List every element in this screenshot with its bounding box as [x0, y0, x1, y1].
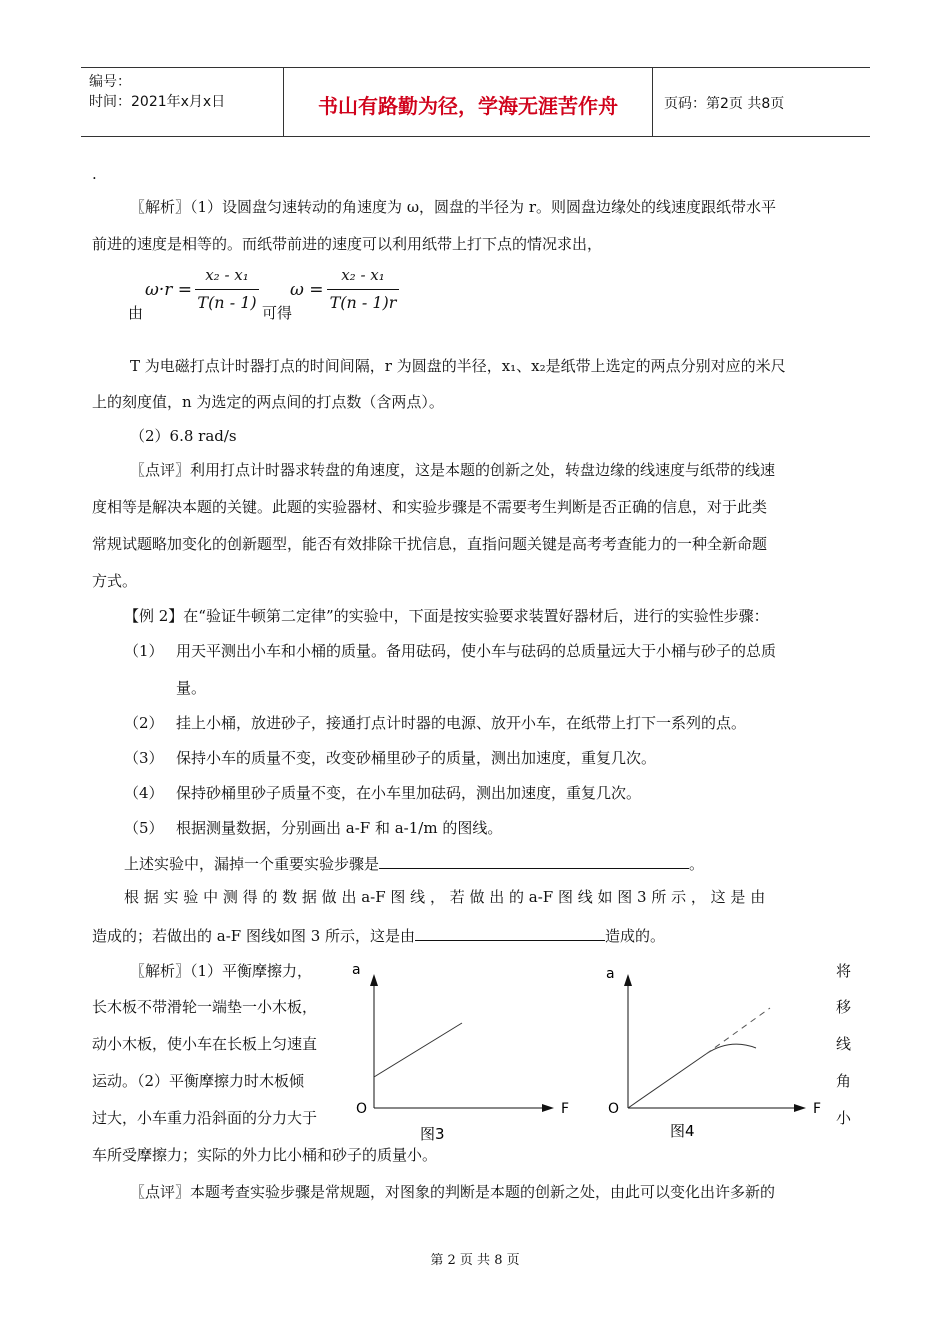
step-number: （3） [124, 749, 164, 767]
figure3-caption: 图3 [420, 1125, 445, 1143]
question2-suffix: 造成的。 [605, 927, 666, 945]
right-char: 移 [836, 998, 852, 1016]
analysis2-line1: 〖解析〗（1）平衡摩擦力， [130, 962, 313, 980]
formula-kede: 可得 [262, 304, 293, 322]
figure4-xlabel: F [813, 1101, 822, 1117]
header-left [89, 72, 225, 112]
formula1-denominator: T(n - 1) [197, 293, 257, 312]
analysis1-line4: 上的刻度值，n 为选定的两点间的打点数（含两点）。 [92, 393, 444, 411]
page-footer: 第 2 页 共 8 页 [430, 1253, 520, 1268]
comment1-line1: 〖点评〗利用打点计时器求转盘的角速度，这是本题的创新之处，转盘边缘的线速度与纸带的线速 [130, 461, 776, 479]
formula1-fraction-bar [195, 289, 259, 290]
analysis1-line3: T 为电磁打点计时器打点的时间间隔，r 为圆盘的半径，x₁、x₂是纸带上选定的两点分别对应的米尺 [130, 357, 786, 375]
analysis2-line3: 动小木板，使小车在长板上匀速直 [92, 1035, 318, 1053]
page-label: 页码：第2页 共8页 [664, 96, 785, 112]
step-text-cont: 量。 [176, 679, 207, 697]
step-text: 保持砂桶里砂子质量不变，在小车里加砝码，测出加速度，重复几次。 [176, 784, 642, 802]
right-char: 线 [836, 1035, 852, 1053]
figure4-y-arrow [624, 974, 632, 986]
figure4-curve [706, 1044, 756, 1054]
comment1-line4: 方式。 [92, 572, 138, 590]
step-number: （5） [124, 819, 164, 837]
answer-blank-2[interactable] [415, 924, 605, 941]
dot: . [92, 165, 97, 183]
analysis2-line4: 运动。（2）平衡摩擦力时木板倾 [92, 1072, 305, 1090]
analysis1-line2: 前进的速度是相等的。而纸带前进的速度可以利用纸带上打下点的情况求出， [92, 235, 603, 253]
figure4-x-arrow [794, 1104, 806, 1112]
step-number: （2） [124, 714, 164, 732]
figure3-line [374, 1023, 462, 1077]
figure3-xlabel: F [561, 1101, 570, 1117]
formula1-numerator: x₂ - x₁ [205, 266, 249, 284]
step-number: （4） [124, 784, 164, 802]
comment2-line1: 〖点评〗本题考查实验步骤是常规题，对图象的判断是本题的创新之处，由此可以变化出许多新的 [130, 1183, 776, 1201]
question1-prefix: 上述实验中，漏掉一个重要实验步骤是 [124, 855, 380, 873]
motto: 书山有路勤为径，学海无涯苦作舟 [318, 94, 618, 118]
formula2-denominator: T(n - 1)r [329, 293, 397, 312]
figure4-ylabel: a [606, 966, 615, 982]
answer-blank-1[interactable] [379, 852, 689, 869]
formula1-lhs: ω·r = [145, 280, 193, 300]
formula2-fraction-bar [327, 289, 399, 290]
formula-prefix-you: 由 [128, 304, 144, 322]
step-number: （1） [124, 642, 164, 660]
question1-suffix: 。 [689, 855, 705, 873]
figure4-line [628, 1054, 706, 1108]
analysis2-line2: 长木板不带滑轮一端垫一小木板， [92, 998, 318, 1016]
figure3-origin: O [356, 1101, 368, 1117]
question2-prefix: 造成的；若做出的 a-F 图线如图 3 所示，这是由 [92, 927, 416, 945]
question2-line2 [92, 924, 665, 947]
right-char: 小 [836, 1109, 852, 1127]
figure3 [350, 960, 580, 1150]
analysis2-line6: 车所受摩擦力；实际的外力比小桶和砂子的质量小。 [92, 1146, 438, 1164]
step-text: 根据测量数据，分别画出 a-F 和 a-1/m 的图线。 [176, 819, 503, 837]
comment1-line2: 度相等是解决本题的关键。此题的实验器材、和实验步骤是不需要考生判断是否正确的信息，对于此类 [92, 498, 768, 516]
step-text: 用天平测出小车和小桶的质量。备用砝码，使小车与砝码的总质量远大于小桶与砂子的总质 [176, 642, 777, 660]
step-text: 挂上小桶，放进砂子，接通打点计时器的电源、放开小车，在纸带上打下一系列的点。 [176, 714, 747, 732]
formula2-numerator: x₂ - x₁ [341, 266, 385, 284]
date-label: 时间：2021年x月x日 [89, 94, 226, 110]
figure3-ylabel: a [352, 962, 361, 978]
right-char: 角 [836, 1072, 852, 1090]
figure3-x-arrow [542, 1104, 554, 1112]
question2-line1: 根 据 实 验 中 测 得 的 数 据 做 出 a-F 图 线 ， 若 做 出 的 a-F 图 线 如 图 3 所 示 ， 这 是 由 [124, 888, 766, 906]
header-divider-right [652, 67, 653, 136]
step-text: 保持小车的质量不变，改变砂桶里砂子的质量，测出加速度，重复几次。 [176, 749, 657, 767]
figure3-y-arrow [370, 974, 378, 986]
formula2-lhs: ω = [290, 280, 324, 300]
figure4 [600, 960, 830, 1150]
comment1-line3: 常规试题略加变化的创新题型，能否有效排除干扰信息，直指问题关键是高考考查能力的一种全新命题 [92, 535, 768, 553]
analysis2-line5: 过大，小车重力沿斜面的分力大于 [92, 1109, 318, 1127]
analysis1-answer2: （2）6.8 rad/s [130, 427, 237, 445]
number-label: 编号： [89, 74, 131, 90]
analysis1-line1: 〖解析〗（1）设圆盘匀速转动的角速度为 ω，圆盘的半径为 r。则圆盘边缘处的线速度跟纸带水平 [130, 198, 776, 216]
figure4-dashed-extension [706, 1008, 770, 1054]
figure4-origin: O [608, 1101, 620, 1117]
question1 [124, 852, 704, 875]
figure4-caption: 图4 [670, 1122, 695, 1140]
right-char: 将 [836, 962, 852, 980]
example2-title: 【例 2】在“验证牛顿第二定律”的实验中，下面是按实验要求装置好器材后，进行的实验性步骤： [124, 607, 769, 625]
